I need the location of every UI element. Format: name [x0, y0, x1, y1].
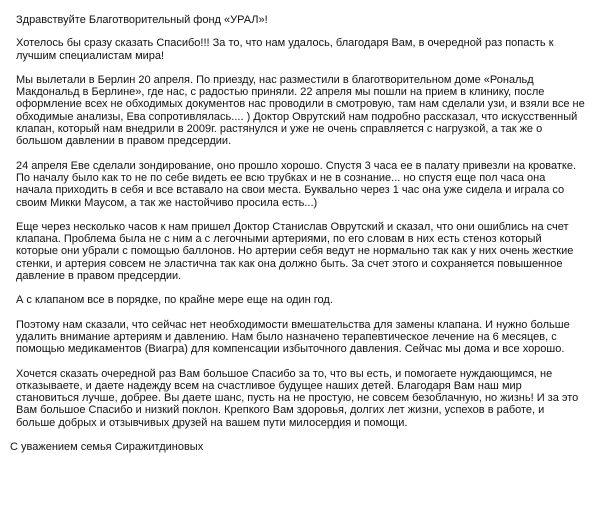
text-line: По началу было как то не по себе видеть ее всю трубках и не в сознание... но спустя еще пол часа она — [16, 171, 546, 184]
text-line: клапана. Проблема была не с ним а с легочными артериями, по его словам в них есть стеноз который — [16, 233, 542, 246]
letter-greeting: Здравствуйте Благотворительный фонд «УРАЛ»! — [16, 14, 268, 26]
text-line: Хотелось бы сразу сказать Спасибо!!! За то, что нам удалось, благодаря Вам, в очередной раз попасть к — [16, 37, 554, 50]
text-line: клапан, который нам внедрили в 2009г. растянулся и уже не очень справляется с нагрузкой, а так же о — [16, 123, 543, 136]
text-line: большом давлении в правом предсердии. — [16, 135, 232, 148]
letter-signature: С уважением семья Сиражитдиновых — [10, 441, 204, 454]
letter-body — [10, 14, 595, 453]
text-line: давление в правом предсердии. — [16, 270, 182, 283]
text-line: Поэтому нам сказали, что сейчас нет необходимости вмешательства для замены клапана. И нужно больше — [16, 318, 570, 331]
text-line: которые они убрали с помощью баллонов. Но артерии себя ведут не нормально так как у них очень жесткие — [16, 245, 574, 258]
paragraph-gratitude — [10, 368, 595, 429]
paragraph-valve-ok — [10, 294, 595, 306]
paragraph-treatment — [10, 319, 595, 356]
text-line: Хочется сказать очередной раз Вам большое Спасибо за то, что вы есть, и помогаете нуждающимся, не — [16, 367, 553, 380]
text-line: больше добрых и отзывчивых друзей на вашем пути милосердия и помощи. — [16, 416, 408, 429]
text-line: Вам большое Спасибо и низкий поклон. Крепкого Вам здоровья, долгих лет жизни, успехов в работе, и — [16, 404, 545, 417]
text-line: А с клапаном все в порядке, по крайне мере еще на один год. — [16, 294, 333, 307]
text-line: своим Микки Маусом, а так же настойчиво просила есть...) — [16, 196, 318, 209]
text-line: Еще через несколько часов к нам пришел Доктор Станислав Оврутский и сказал, что они ошиблись на счет — [16, 220, 569, 233]
text-line: помощью медикаментов (Виагра) для компенсации избыточного давления. Сейчас мы дома и все хорошо. — [16, 343, 565, 356]
paragraph-thanks — [10, 37, 595, 62]
text-line: удалить внимание артериям и давлению. Нам было назначено терапевтическое лечение на 6 месяцев, с — [16, 330, 557, 343]
text-line: оформление всех не обходимых документов нас проводили в смотровую, там нам сделали узи, и взяли все не — [16, 98, 585, 111]
text-line: становиться лучше, добрее. Вы даете шанс, пусть на не простую, не совсем безоблачную, но жизнь! И за это — [16, 392, 579, 405]
text-line: отказываете, и даете надежду всем на счастливое будущее наших детей. Благодаря Вам наш мир — [16, 379, 522, 392]
text-line: стенки, и артерия совсем не эластична так как она должно быть. За счет этого и сохраняется повышенное — [16, 257, 563, 270]
paragraph-probing — [10, 160, 595, 209]
text-line: Мы вылетали в Берлин 20 апреля. По приезду, нас разместили в благотворительном доме «Рональд — [16, 73, 534, 86]
text-line: Макдональд в Берлине», где нас, с радостью приняли. 22 апреля мы пошли на прием в клинику, после — [16, 86, 545, 99]
text-line: обходимые анализы, Ева сопротивлялась.... ) Доктор Оврутский нам подробно рассказал, что искусственный — [16, 110, 578, 123]
paragraph-berlin-arrival — [10, 74, 595, 148]
paragraph-doctor-visit — [10, 221, 595, 282]
text-line: лучшим специалистам мира! — [16, 49, 165, 62]
text-line: начала приходить в себя и все вставало на свои места. Буквально через 1 час она уже сидела и играла со — [16, 184, 565, 197]
text-line: 24 апреля Еве сделали зондирование, оно прошло хорошо. Спустя 3 часа ее в палату привезли на кроватке. — [16, 159, 577, 172]
